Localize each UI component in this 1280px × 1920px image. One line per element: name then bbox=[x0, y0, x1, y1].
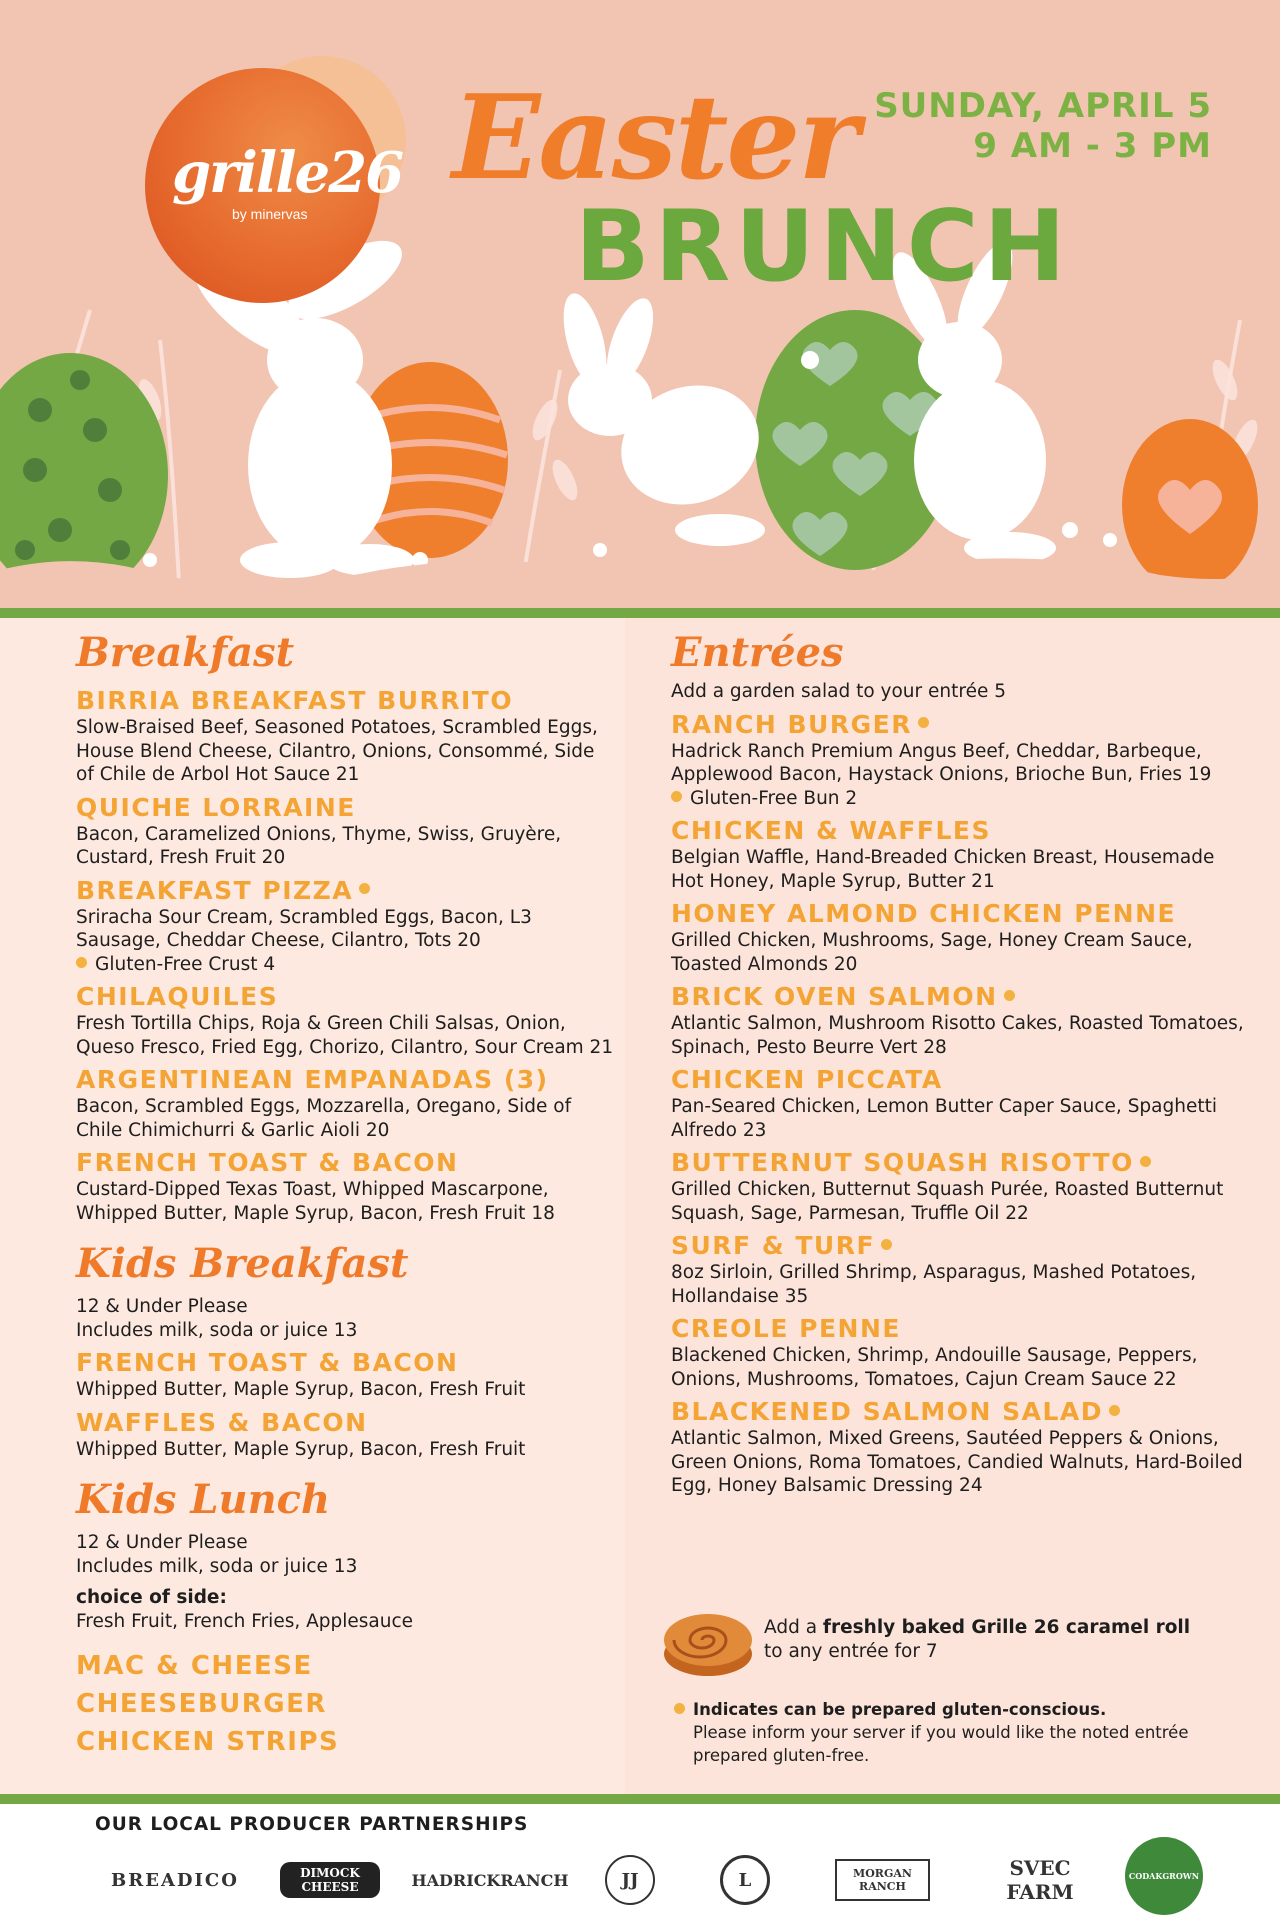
gf-option-text: Gluten-Free Crust 4 bbox=[95, 953, 276, 975]
item-desc: Bacon, Scrambled Eggs, Mozzarella, Oregano, Side of Chile Chimichurri & Garlic Aioli 20 bbox=[76, 1096, 572, 1141]
item-desc: Blackened Chicken, Shrimp, Andouille Sausage, Peppers, Onions, Mushrooms, Tomatoes, Cajun Cream Sauce 22 bbox=[671, 1345, 1198, 1390]
partner-name: L bbox=[720, 1855, 770, 1905]
menu-item bbox=[76, 686, 616, 787]
partner-logo-hadrick-ranch bbox=[411, 1848, 569, 1912]
partners-heading: OUR LOCAL PRODUCER PARTNERSHIPS bbox=[95, 1814, 529, 1835]
item-desc: Sriracha Sour Cream, Scrambled Eggs, Bacon, L3 Sausage, Cheddar Cheese, Cilantro, Tots 20 bbox=[76, 906, 532, 951]
menu-item bbox=[671, 710, 1246, 811]
side-choice-options: Fresh Fruit, French Fries, Applesauce bbox=[76, 1610, 414, 1632]
section-heading-entrees: Entrées bbox=[671, 629, 844, 676]
item-title bbox=[671, 982, 1246, 1012]
menu-item bbox=[76, 1348, 616, 1402]
section-heading-kids-lunch: Kids Lunch bbox=[76, 1476, 331, 1523]
kids-drink-note: Includes milk, soda or juice 13 bbox=[76, 1319, 358, 1341]
item-title: FRENCH TOAST & BACON bbox=[76, 1348, 459, 1377]
header-banner bbox=[0, 0, 1280, 608]
kids-lunch-items bbox=[76, 1647, 616, 1761]
partner-name: JJ bbox=[605, 1855, 655, 1905]
gluten-free-dot-icon bbox=[881, 1239, 892, 1250]
item-desc: Grilled Chicken, Mushrooms, Sage, Honey Cream Sauce, Toasted Almonds 20 bbox=[671, 930, 1193, 975]
item-title-text: RANCH BURGER bbox=[671, 709, 912, 739]
caramel-roll-promo bbox=[660, 1604, 1245, 1684]
item-title bbox=[671, 1397, 1246, 1427]
side-choice-label: choice of side: bbox=[76, 1587, 227, 1608]
item-title bbox=[671, 1231, 1246, 1261]
menu-item bbox=[76, 1065, 616, 1142]
logo-byline: by minervas bbox=[232, 206, 308, 222]
gluten-free-dot-icon bbox=[918, 717, 929, 728]
menu-item bbox=[76, 1408, 616, 1462]
menu-item bbox=[76, 1148, 616, 1225]
logo-wordmark: grille26 bbox=[172, 140, 403, 206]
gf-option-text: Gluten-Free Bun 2 bbox=[690, 787, 858, 809]
menu-item bbox=[671, 1314, 1246, 1391]
section-heading-breakfast: Breakfast bbox=[76, 629, 295, 676]
item-desc: Custard-Dipped Texas Toast, Whipped Mascarpone, Whipped Butter, Maple Syrup, Bacon, Fresh Fruit 18 bbox=[76, 1179, 555, 1224]
kids-age-note: 12 & Under Please bbox=[76, 1296, 248, 1317]
item-desc: Grilled Chicken, Butternut Squash Purée, Roasted Butternut Squash, Sage, Parmesan, Truffle Oil 22 bbox=[671, 1179, 1224, 1224]
gluten-free-dot-icon bbox=[671, 791, 682, 802]
item-title-text: BUTTERNUT SQUASH RISOTTO bbox=[671, 1148, 1134, 1177]
item-title bbox=[671, 710, 1246, 740]
menu-item bbox=[671, 1231, 1246, 1308]
item-desc: Whipped Butter, Maple Syrup, Bacon, Fresh Fruit bbox=[76, 1379, 526, 1400]
menu-item bbox=[671, 1065, 1246, 1142]
menu-item bbox=[671, 1148, 1246, 1225]
event-date: SUNDAY, APRIL 5 bbox=[874, 86, 1212, 126]
item-desc: Slow-Braised Beef, Seasoned Potatoes, Scrambled Eggs, House Blend Cheese, Cilantro, Onions, Consommé, Side of Chile de Arbol Hot Sauce 21 bbox=[76, 717, 598, 785]
menu-item bbox=[671, 899, 1246, 976]
section-heading-kids-breakfast: Kids Breakfast bbox=[76, 1240, 409, 1287]
item-title: WAFFLES & BACON bbox=[76, 1407, 368, 1437]
event-date-time bbox=[874, 86, 1212, 166]
item-title-text: SURF & TURF bbox=[671, 1231, 876, 1260]
menu-item bbox=[76, 793, 616, 870]
partner-name: HADRICKRANCH bbox=[411, 1870, 569, 1890]
kids-lunch-item: CHICKEN STRIPS bbox=[76, 1727, 340, 1757]
item-title: FRENCH TOAST & BACON bbox=[76, 1148, 459, 1177]
partner-logo-svec-farm bbox=[975, 1848, 1105, 1912]
item-title: HONEY ALMOND CHICKEN PENNE bbox=[671, 899, 1177, 928]
item-desc: Fresh Tortilla Chips, Roja & Green Chili Salsas, Onion, Queso Fresco, Fried Egg, Chorizo, Cilantro, Sour Cream 21 bbox=[76, 1013, 614, 1058]
item-title-text: BREAKFAST PIZZA bbox=[76, 875, 354, 905]
item-title: CHILAQUILES bbox=[76, 982, 279, 1011]
gluten-free-option bbox=[671, 787, 1246, 811]
item-title: CHICKEN & WAFFLES bbox=[671, 816, 991, 845]
menu-item bbox=[671, 1397, 1246, 1498]
item-title bbox=[76, 876, 616, 906]
partner-name: CODAKGROWN bbox=[1125, 1837, 1203, 1915]
partner-name: DIMOCK CHEESE bbox=[280, 1862, 380, 1898]
kids-lunch-item: CHEESEBURGER bbox=[76, 1689, 327, 1719]
gf-legend-title: Indicates can be prepared gluten-conscious. bbox=[693, 1700, 1107, 1719]
gluten-free-dot-icon bbox=[76, 957, 87, 968]
menu-item bbox=[76, 982, 616, 1059]
item-desc: Bacon, Caramelized Onions, Thyme, Swiss, Gruyère, Custard, Fresh Fruit 20 bbox=[76, 823, 562, 868]
caramel-pre: Add a bbox=[764, 1617, 823, 1638]
partner-logo-codakgrown bbox=[1122, 1848, 1206, 1912]
partner-logo-jj bbox=[600, 1848, 660, 1912]
item-desc: Pan-Seared Chicken, Lemon Butter Caper Sauce, Spaghetti Alfredo 23 bbox=[671, 1096, 1218, 1141]
caramel-roll-text bbox=[764, 1616, 1190, 1664]
kids-drink-note: Includes milk, soda or juice 13 bbox=[76, 1555, 358, 1577]
footer-partners bbox=[0, 1804, 1280, 1920]
gluten-free-dot-icon bbox=[674, 1703, 685, 1714]
gluten-free-legend bbox=[674, 1698, 1234, 1767]
title-easter: Easter bbox=[452, 70, 858, 206]
item-title-text: BRICK OVEN SALMON bbox=[671, 982, 998, 1011]
menu-item bbox=[671, 816, 1246, 893]
gluten-free-dot-icon bbox=[1140, 1156, 1151, 1167]
divider-bar-bottom bbox=[0, 1794, 1280, 1804]
salad-addon-note: Add a garden salad to your entrée 5 bbox=[671, 681, 1006, 702]
partner-name: BREADICO bbox=[111, 1869, 239, 1891]
item-desc: Atlantic Salmon, Mixed Greens, Sautéed Peppers & Onions, Green Onions, Roma Tomatoes, Candied Walnuts, Hard-Boiled Egg, Honey Balsamic Dressing 24 bbox=[671, 1428, 1243, 1496]
partner-name: MORGAN RANCH bbox=[835, 1859, 930, 1901]
gluten-free-dot-icon bbox=[1004, 990, 1015, 1001]
item-desc: Whipped Butter, Maple Syrup, Bacon, Fresh Fruit bbox=[76, 1438, 526, 1460]
partner-logo-morgan-ranch bbox=[835, 1848, 930, 1912]
item-title-text: BLACKENED SALMON SALAD bbox=[671, 1397, 1104, 1426]
divider-bar-top bbox=[0, 608, 1280, 618]
caramel-bold: freshly baked Grille 26 caramel roll bbox=[822, 1617, 1191, 1638]
item-title: QUICHE LORRAINE bbox=[76, 792, 356, 822]
gf-legend-text: Please inform your server if you would like the noted entrée prepared gluten-free. bbox=[693, 1723, 1189, 1765]
gluten-free-dot-icon bbox=[1109, 1405, 1120, 1416]
item-desc: 8oz Sirloin, Grilled Shrimp, Asparagus, Mashed Potatoes, Hollandaise 35 bbox=[671, 1262, 1197, 1307]
gluten-free-option bbox=[76, 953, 616, 977]
item-title: CHICKEN PICCATA bbox=[671, 1065, 943, 1094]
item-desc: Hadrick Ranch Premium Angus Beef, Cheddar, Barbeque, Applewood Bacon, Haystack Onions, Brioche Bun, Fries 19 bbox=[671, 740, 1212, 785]
partner-logo-breadico bbox=[110, 1848, 240, 1912]
right-column bbox=[671, 626, 1246, 1498]
title-brunch: BRUNCH bbox=[575, 190, 1071, 304]
item-desc: Belgian Waffle, Hand-Breaded Chicken Breast, Housemade Hot Honey, Maple Syrup, Butter 21 bbox=[671, 847, 1215, 892]
item-title: CREOLE PENNE bbox=[671, 1314, 901, 1343]
gluten-free-dot-icon bbox=[359, 883, 370, 894]
event-time: 9 AM - 3 PM bbox=[973, 126, 1212, 166]
menu-item bbox=[671, 982, 1246, 1059]
menu-item bbox=[76, 876, 616, 977]
partner-name: SVEC FARM bbox=[1006, 1856, 1074, 1904]
kids-age-note: 12 & Under Please bbox=[76, 1532, 248, 1553]
partner-logo-dimock bbox=[280, 1848, 380, 1912]
item-title: BIRRIA BREAKFAST BURRITO bbox=[76, 686, 514, 715]
caramel-roll-icon bbox=[660, 1604, 756, 1680]
partner-logo-l bbox=[715, 1848, 775, 1912]
left-column bbox=[76, 626, 616, 1761]
caramel-post: to any entrée for 7 bbox=[764, 1641, 938, 1662]
item-desc: Atlantic Salmon, Mushroom Risotto Cakes, Roasted Tomatoes, Spinach, Pesto Beurre Vert 28 bbox=[671, 1013, 1244, 1058]
item-title: ARGENTINEAN EMPANADAS (3) bbox=[76, 1065, 549, 1094]
item-title bbox=[671, 1148, 1246, 1178]
kids-lunch-item: MAC & CHEESE bbox=[76, 1651, 313, 1681]
